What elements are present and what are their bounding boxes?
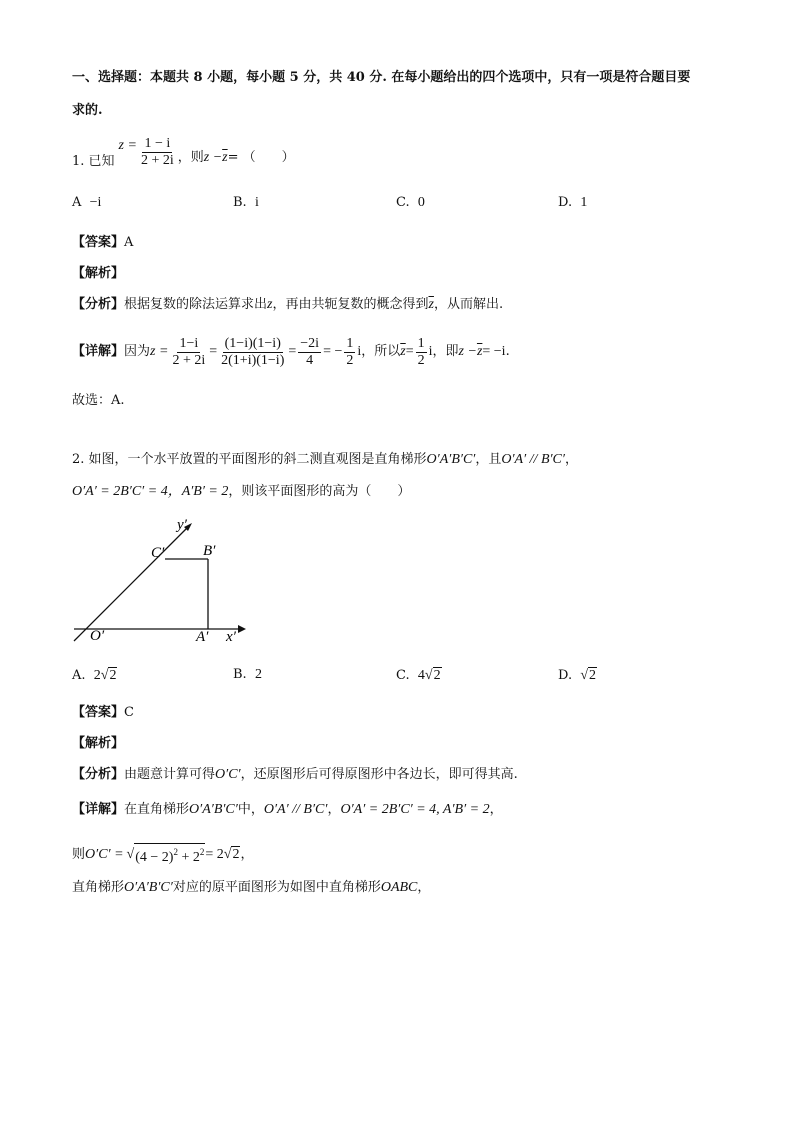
- q1-stem: [72, 133, 295, 173]
- section-heading-line1: 一、选择题：本题共 8 小题，每小题 5 分，共 40 分. 在每小题给出的四个选项中，只有一项是符合题目要: [72, 70, 691, 85]
- q1-option-d[interactable]: D. 1: [558, 195, 588, 210]
- q2-option-b[interactable]: B. 2: [233, 667, 262, 682]
- q1-option-a[interactable]: A −i: [72, 195, 102, 210]
- xj-frac-1: $\frac{1-i}{2 + 2i}$: [172, 335, 206, 368]
- label-b: B′: [203, 543, 216, 559]
- q2-option-d[interactable]: D. √ 2: [558, 667, 597, 683]
- q2-fenxi: 【分析】 由题意计算可得 O′C′ ，还原图形后可得原图形中各边长，即可得其高.: [72, 767, 518, 782]
- xj-frac-4: $\frac{1}{2}$: [346, 335, 354, 368]
- label-y: y′: [177, 517, 187, 533]
- label-x: x′: [226, 629, 236, 645]
- section-heading-line2: 求的.: [72, 103, 103, 118]
- q2-stem-line2: O′A′ = 2B′C′ = 4，A′B′ = 2 ，则该平面图形的高为（ ）: [72, 484, 411, 499]
- q2-stem-line1: 2. 如图，一个水平放置的平面图形的斜二测直观图是直角梯形 O′A′B′C′ ，且 O′A′ // B′C′ ，: [72, 452, 578, 467]
- q1-expr: z −: [203, 150, 223, 165]
- x-axis-arrow: [238, 625, 246, 633]
- label-a: A′: [196, 629, 209, 645]
- q1-option-c[interactable]: C. 0: [396, 195, 425, 210]
- q2-analysis-tag: 【解析】: [72, 736, 125, 751]
- q2-answer: 【答案】C: [72, 705, 134, 720]
- y-axis: [74, 527, 188, 641]
- q2-then: 则 O′C′ = √ $(4 - 2)^2 + 2^2$ = 2 √ 2 ，: [72, 843, 253, 866]
- q1-expr-bar: $\overline{z}$: [222, 150, 228, 165]
- q2-option-c[interactable]: C. 4 √ 2: [396, 667, 441, 683]
- q2-then-radicand: $(4 - 2)^2 + 2^2$: [134, 843, 205, 866]
- q2-last-line: 直角梯形 O′A′B′C′ 对应的原平面图形为如图中直角梯形 OABC ，: [72, 880, 431, 895]
- q1-z-num: 1 − i: [144, 135, 171, 151]
- q1-xiangjie: 【详解】 因为 z = $\frac{1-i}{2 + 2i}$ = $\frac{(1-i)(1-i)}{2(1+i)(1-i)}$ = $\frac{-2i}{4}$ = − $\frac{1}{2}$ i ，所以 $\overline{z}$ = $\frac{1}{2}$ i ，即 z − $\overline{z}$ = −i .: [72, 335, 510, 368]
- q1-z-lhs: z =: [118, 138, 137, 153]
- xj-frac-2: $\frac{(1-i)(1-i)}{2(1+i)(1-i)}$: [221, 335, 285, 368]
- q1-choose: 故选：A.: [72, 393, 125, 408]
- q1-prefix: 1. 已知: [72, 154, 115, 169]
- q1-tail: ，则: [177, 150, 204, 165]
- q2-figure: [70, 512, 250, 647]
- q2-option-a[interactable]: A. 2 √ 2: [72, 667, 117, 683]
- q1-z-den: 2 + 2i: [140, 152, 174, 168]
- q1-z-fraction: [139, 136, 176, 169]
- xj-frac-5: $\frac{1}{2}$: [417, 335, 425, 368]
- q1-expr-tail: = （ ）: [227, 150, 295, 165]
- q1-fenxi: 【分析】 根据复数的除法运算求出 z ，再由共轭复数的概念得到 $\overline{z}$ ，从而解出.: [72, 297, 504, 312]
- q1-analysis-tag: 【解析】: [72, 266, 125, 281]
- label-c: C′: [151, 545, 165, 561]
- q1-answer: 【答案】A: [72, 235, 134, 250]
- label-o: O′: [90, 628, 105, 644]
- xj-frac-3: $\frac{-2i}{4}$: [300, 335, 320, 368]
- q1-option-b[interactable]: B. i: [233, 195, 259, 210]
- q2-xiangjie: 【详解】 在直角梯形 O′A′B′C′ 中， O′A′ // B′C′ ， O′A′ = 2B′C′ = 4, A′B′ = 2 ，: [72, 802, 503, 817]
